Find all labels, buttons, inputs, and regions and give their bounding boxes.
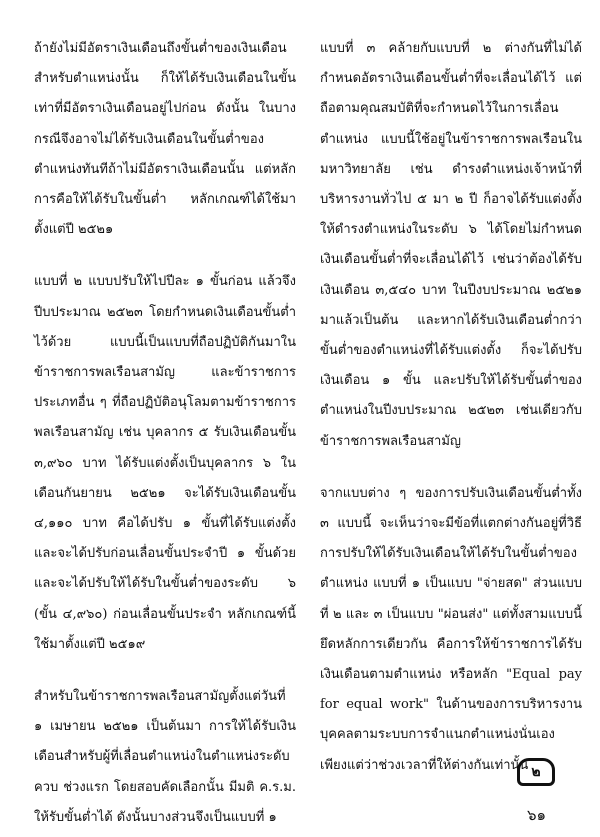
left-paragraph-3: สำหรับในข้าราชการพลเรือนสามัญตั้งแต่วันที่ ๑ เมษายน ๒๕๒๑ เป็นต้นมา การให้ได้รับเงินเดือนสำหรับผู้ที่เลื่อนตำแหน่งในตำแหน่งระดับควบ ช่วงแรก โดยสอบคัดเลือกนั้น มีมติ ค.ร.ม. ให้รับขั้นต่ำได้ ดังนั้นบางส่วนจึงเป็นแบบที่ ๑ [34, 689, 296, 825]
page-number: ๖๑ [527, 806, 547, 824]
section-mark-badge: ๒ [517, 758, 555, 786]
left-paragraph-1: ถ้ายังไม่มีอัตราเงินเดือนถึงขั้นต่ำของเงินเดือนสำหรับตำแหน่งนั้น ก็ให้ได้รับเงินเดือนในขั้นเท่าที่มีอัตราเงินเดือนอยู่ไปก่อน ดังนั้น ในบางกรณีจึงอาจไม่ได้รับเงินเดือนในขั้นต่ำของตำแหน่งทันทีถ้าไม่มีอัตราเงินเดือนนั้น แต่หลักการคือให้ได้รับในขั้นต่ำ หลักเกณฑ์ได้ใช้มาตั้งแต่ปี ๒๕๒๑ [34, 41, 296, 238]
right-paragraph-2: จากแบบต่าง ๆ ของการปรับเงินเดือนขั้นต่ำทั้ง ๓ แบบนี้ จะเห็นว่าจะมีข้อที่แตกต่างกันอยู่ที่วิธีการปรับให้ได้รับเงินเดือนให้ได้รับในขั้นต่ำของตำแหน่ง แบบที่ ๑ เป็นแบบ "จ่ายสด" ส่วนแบบที่ ๒ และ ๓ เป็นแบบ "ผ่อนส่ง" แต่ทั้งสามแบบนี้ยึดหลักการเดียวกัน คือการให้ข้าราชการได้รับเงินเดือนตามตำแหน่ง หรือหลัก "Equal pay for equal work" ในด้านของการบริหารงานบุคคลตามระบบการจำแนกตำแหน่งนั่นเอง เพียงแต่ว่าช่วงเวลาที่ให้ต่างกันเท่านั้น [320, 485, 582, 773]
left-paragraph-2: แบบที่ ๒ แบบปรับให้ไปปีละ ๑ ขั้นก่อน แล้วจึงปีบประมาณ ๒๕๒๓ โดยกำหนดเงินเดือนขั้นต่ำไว้ด้วย แบบนี้เป็นแบบที่ถือปฏิบัติกันมาในข้าราชการพลเรือนสามัญ และข้าราชการประเภทอื่น ๆ ที่ถือปฏิบัติอนุโลมตามข้าราชการพลเรือนสามัญ เช่น บุคลากร ๕ รับเงินเดือนขั้น ๓,๙๖๐ บาท ได้รับแต่งตั้งเป็นบุคลากร ๖ ในเดือนกันยายน ๒๕๒๑ จะได้รับเงินเดือนขั้น ๔,๑๑๐ บาท คือได้ปรับ ๑ ขั้นที่ได้รับแต่งตั้ง และจะได้ปรับก่อนเลื่อนขั้นประจำปี ๑ ขั้นด้วย และจะได้ปรับให้ได้รับในขั้นต่ำของระดับ ๖ (ขั้น ๔,๙๖๐) ก่อนเลื่อนขั้นประจำ หลักเกณฑ์นี้ใช้มาตั้งแต่ปี ๒๕๑๙ [34, 274, 296, 652]
paragraph-gap [34, 660, 296, 682]
right-paragraph-1: แบบที่ ๓ คล้ายกับแบบที่ ๒ ต่างกันที่ไม่ได้กำหนดอัตราเงินเดือนขั้นต่ำที่จะเลื่อนได้ไว้ แต่ถือตามคุณสมบัติที่จะกำหนดไว้ในการเลื่อนตำแหน่ง แบบนี้ใช้อยู่ในข้าราชการพลเรือนในมหาวิทยาลัย เช่น ดำรงตำแหน่งเจ้าหน้าที่บริหารงานทั่วไป ๕ มา ๒ ปี ก็อาจได้รับแต่งตั้งให้ดำรงตำแหน่งในระดับ ๖ ได้โดยไม่กำหนดเงินเดือนขั้นต่ำที่จะเลื่อนได้ไว้ เช่นว่าต้องได้รับเงินเดือน ๓,๕๔๐ บาท ในปีงบประมาณ ๒๕๒๑ มาแล้วเป็นต้น และหากได้รับเงินเดือนต่ำกว่าขั้นต่ำของตำแหน่งที่ได้รับแต่งตั้ง ก็จะได้ปรับเงินเดือน ๑ ขั้น และปรับให้ได้รับขั้นต่ำของตำแหน่งในปีงบประมาณ ๒๕๒๓ เช่นเดียวกับข้าราชการพลเรือนสามัญ [320, 41, 582, 449]
right-column [320, 34, 582, 781]
paragraph-gap [34, 245, 296, 267]
left-column [34, 34, 296, 833]
paragraph-gap [320, 457, 582, 479]
